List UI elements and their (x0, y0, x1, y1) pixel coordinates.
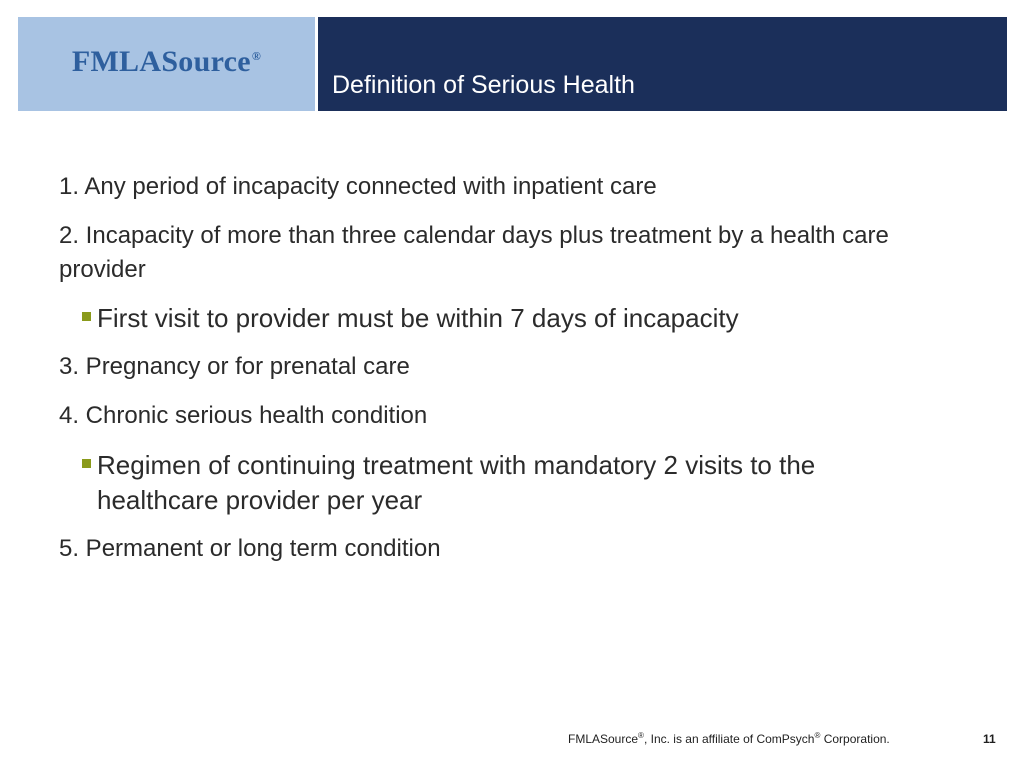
square-bullet-icon (82, 459, 91, 468)
slide-title: Definition of Serious Health (332, 71, 635, 99)
list-item: 5. Permanent or long term condition (59, 535, 441, 562)
page-number: 11 (983, 732, 996, 746)
title-panel (318, 17, 1007, 111)
square-bullet-icon (82, 312, 91, 321)
sub-bullet-item (59, 301, 939, 336)
list-item: 4. Chronic serious health condition (59, 402, 428, 429)
footer-end-text: Corporation. (820, 732, 890, 746)
footer-registered-mark: ® (638, 731, 644, 740)
logo-panel (18, 17, 318, 111)
fmlasource-logo (72, 45, 261, 79)
footer-middle-text: , Inc. is an affiliate of ComPsych (643, 732, 815, 746)
slide-body (59, 170, 939, 581)
logo-wordmark: FMLASource (71, 45, 251, 78)
list-item: 3. Pregnancy or for prenatal care (59, 353, 410, 380)
footer-registered-mark: ® (814, 731, 821, 740)
footer-brand: FMLASource (568, 732, 639, 746)
logo-registered-mark: ® (251, 49, 262, 63)
sub-bullet-item (59, 448, 939, 518)
sub-bullet-text: Regimen of continuing treatment with mandatory 2 visits to the healthcare provider per year (97, 450, 816, 515)
list-item: 2. Incapacity of more than three calendar days plus treatment by a health care provider (59, 222, 889, 283)
list-item: 1. Any period of incapacity connected with inpatient care (59, 173, 657, 200)
slide-header (18, 17, 1007, 111)
footer-affiliation (568, 731, 890, 746)
sub-bullet-text: First visit to provider must be within 7 days of incapacity (97, 303, 739, 333)
